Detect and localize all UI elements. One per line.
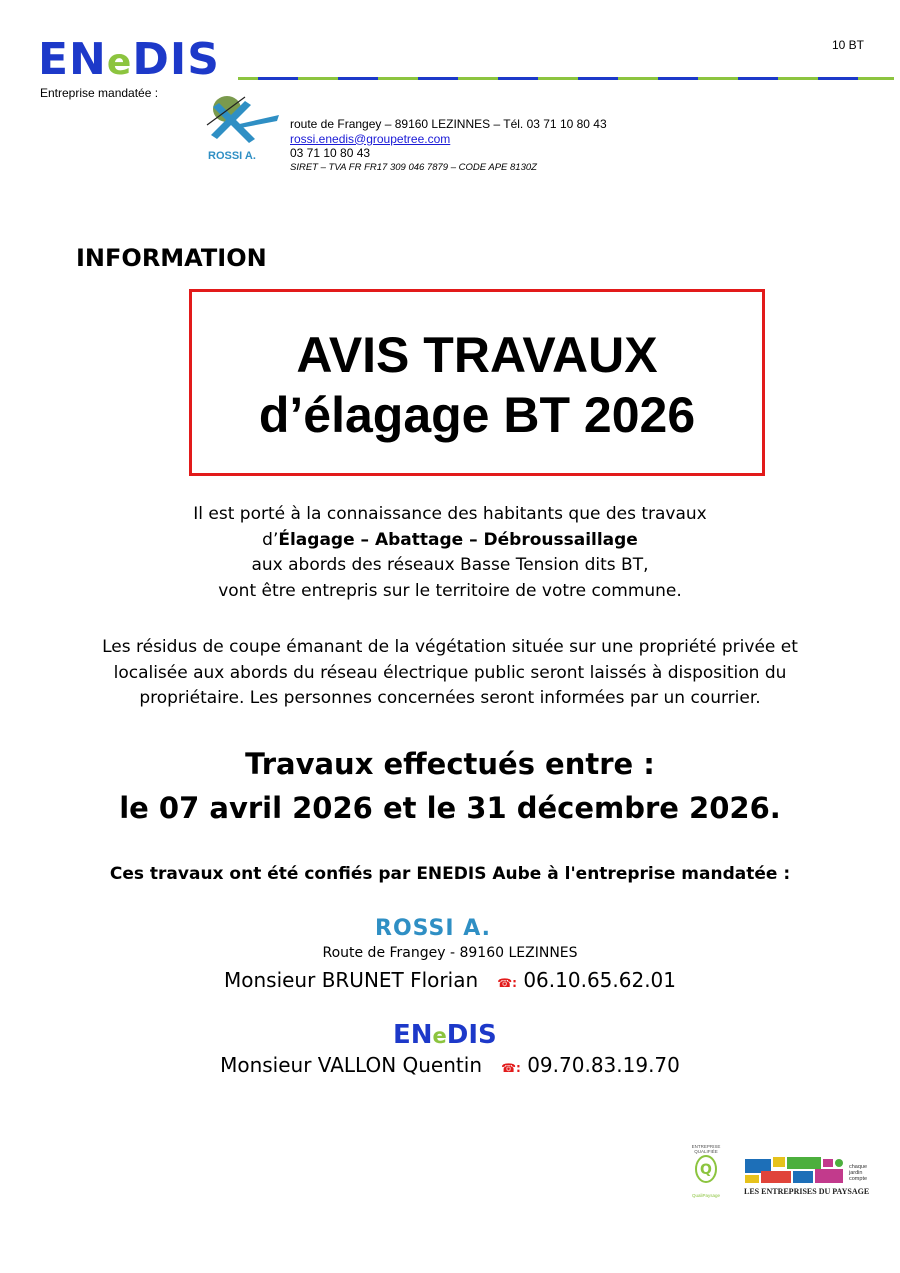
company-contact (290, 117, 607, 175)
notice-title (189, 325, 765, 445)
contact-phone[interactable]: 09.70.83.19.70 (527, 1053, 680, 1077)
qualipaysage-logo: ENTREPRISE QUALIFIÉE Q QualiPaysage (691, 1144, 721, 1198)
information-heading: INFORMATION (76, 244, 267, 272)
page-reference: 10 BT (832, 38, 865, 52)
contact-phone[interactable]: 06.10.65.62.01 (523, 968, 677, 992)
rossi-emblem-icon (205, 95, 281, 147)
announcement-paragraph (60, 502, 840, 604)
entrusted-statement: Ces travaux ont été confiés par ENEDIS Aube à l'entreprise mandatée : (109, 864, 791, 884)
svg-text:Q: Q (700, 1162, 712, 1178)
phone-icon: ☎ (501, 1061, 517, 1075)
paragraph-line: Il est porté à la connaissance des habitants que des travaux (193, 504, 707, 524)
work-types: Élagage – Abattage – Débroussaillage (278, 529, 638, 550)
dates-range: le 07 avril 2026 et le 31 décembre 2026. (119, 791, 781, 825)
paragraph-line: propriétaire. Les personnes concernées seront informées par un courrier. (139, 688, 761, 708)
enedis-logo: ENeDIS (38, 34, 220, 85)
dates-heading: Travaux effectués entre : (245, 747, 655, 781)
paragraph-line: localisée aux abords du réseau électrique public seront laissés à disposition du (113, 662, 787, 683)
paysage-mosaic-icon (745, 1157, 847, 1185)
rossi-address: Route de Frangey - 89160 LEZINNES (322, 945, 578, 961)
residue-paragraph (60, 635, 840, 712)
paragraph-line: aux abords des réseaux Basse Tension dits BT, (251, 555, 649, 575)
company-email-link[interactable]: rossi.enedis@groupetree.com (290, 131, 451, 146)
work-dates (60, 742, 840, 830)
enedis-contact: Monsieur VALLON Quentin ☎: 09.70.83.19.70 (220, 1053, 680, 1077)
rossi-contact: Monsieur BRUNET Florian ☎: 06.10.65.62.01 (223, 968, 677, 992)
header-dashed-rule (238, 77, 894, 80)
company-phone: 03 71 10 80 43 (290, 146, 371, 160)
paragraph-line: d’Élagage – Abattage – Débroussaillage (262, 529, 638, 550)
paysage-label: LES ENTREPRISES DU PAYSAGE (744, 1187, 870, 1196)
phone-icon: ☎ (497, 976, 513, 990)
paragraph-line: vont être entrepris sur le territoire de votre commune. (218, 580, 682, 601)
enedis-logo-small: ENeDIS (393, 1020, 497, 1050)
notice-title-line1: AVIS TRAVAUX (296, 327, 658, 383)
notice-title-line2: d’élagage BT 2026 (258, 387, 696, 443)
paysage-tagline: chaque jardin compte (849, 1164, 868, 1182)
mandatee-label: Entreprise mandatée : (40, 86, 159, 100)
qualipaysage-badge-icon (693, 1154, 719, 1188)
rossi-logo-text: ROSSI A. (208, 150, 256, 162)
company-address: route de Frangey – 89160 LEZINNES – Tél. 03 71 10 80 43 (290, 117, 607, 131)
contact-name: Monsieur VALLON Quentin (220, 1053, 482, 1077)
company-siret: SIRET – TVA FR FR17 309 046 7879 – CODE APE 8130Z (290, 161, 537, 173)
contact-name: Monsieur BRUNET Florian (223, 968, 479, 992)
paragraph-line: Les résidus de coupe émanant de la végétation située sur une propriété privée et (102, 637, 798, 657)
rossi-logo: ROSSI A. (375, 916, 491, 941)
